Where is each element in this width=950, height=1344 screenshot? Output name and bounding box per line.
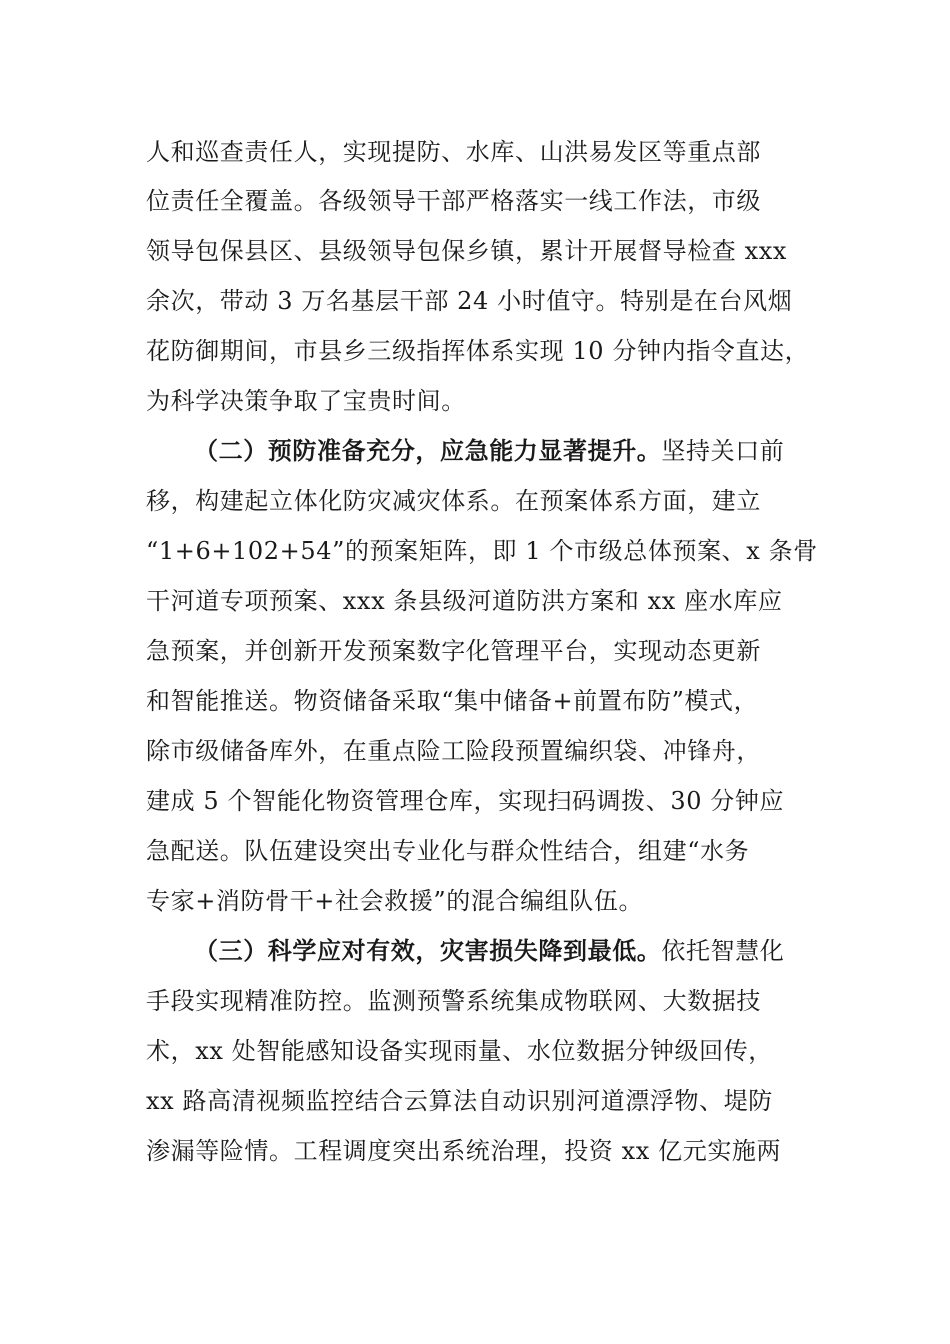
text-line: xx 路高清视频监控结合云算法自动识别河道漂浮物、堤防: [146, 1087, 773, 1115]
section-3-first-line-rest: 依托智慧化: [661, 937, 785, 965]
text-line: 手段实现精准防控。监测预警系统集成物联网、大数据技: [146, 987, 761, 1015]
text-line: 花防御期间，市县乡三级指挥体系实现 10 分钟内指令直达，: [146, 337, 810, 365]
text-line: 余次，带动 3 万名基层干部 24 小时值守。特别是在台风烟: [146, 287, 793, 315]
text-line: “1+6+102+54”的预案矩阵，即 1 个市级总体预案、x 条骨: [146, 537, 818, 565]
section-3-first-line: [146, 931, 816, 971]
text-line: 急配送。队伍建设突出专业化与群众性结合，组建“水务: [146, 837, 750, 865]
text-line: 位责任全覆盖。各级领导干部严格落实一线工作法，市级: [146, 187, 761, 215]
section-2-first-line: [146, 431, 816, 471]
text-line: 渗漏等险情。工程调度突出系统治理，投资 xx 亿元实施两: [146, 1137, 782, 1165]
text-line: 专家+消防骨干+社会救援”的混合编组队伍。: [146, 887, 644, 915]
text-line: 除市级储备库外，在重点险工险段预置编织袋、冲锋舟，: [146, 737, 761, 765]
section-2-first-line-rest: 坚持关口前: [661, 437, 785, 465]
section-2-heading: （二）预防准备充分，应急能力显著提升。: [194, 436, 662, 465]
text-line: 干河道专项预案、xxx 条县级河道防洪方案和 xx 座水库应: [146, 587, 783, 615]
text-line: 和智能推送。物资储备采取“集中储备+前置布防”模式，: [146, 687, 759, 715]
text-line: 建成 5 个智能化物资管理仓库，实现扫码调拨、30 分钟应: [146, 787, 785, 815]
text-line: 为科学决策争取了宝贵时间。: [146, 387, 466, 415]
text-line: 人和巡查责任人，实现提防、水库、山洪易发区等重点部: [146, 138, 761, 166]
text-line: 术，xx 处智能感知设备实现雨量、水位数据分钟级回传，: [146, 1037, 773, 1065]
section-3-heading: （三）科学应对有效，灾害损失降到最低。: [194, 936, 662, 965]
text-line: 移，构建起立体化防灾减灾体系。在预案体系方面，建立: [146, 487, 761, 515]
text-line: 急预案，并创新开发预案数字化管理平台，实现动态更新: [146, 637, 761, 665]
text-line: 领导包保县区、县级领导包保乡镇，累计开展督导检查 xxx: [146, 237, 788, 265]
